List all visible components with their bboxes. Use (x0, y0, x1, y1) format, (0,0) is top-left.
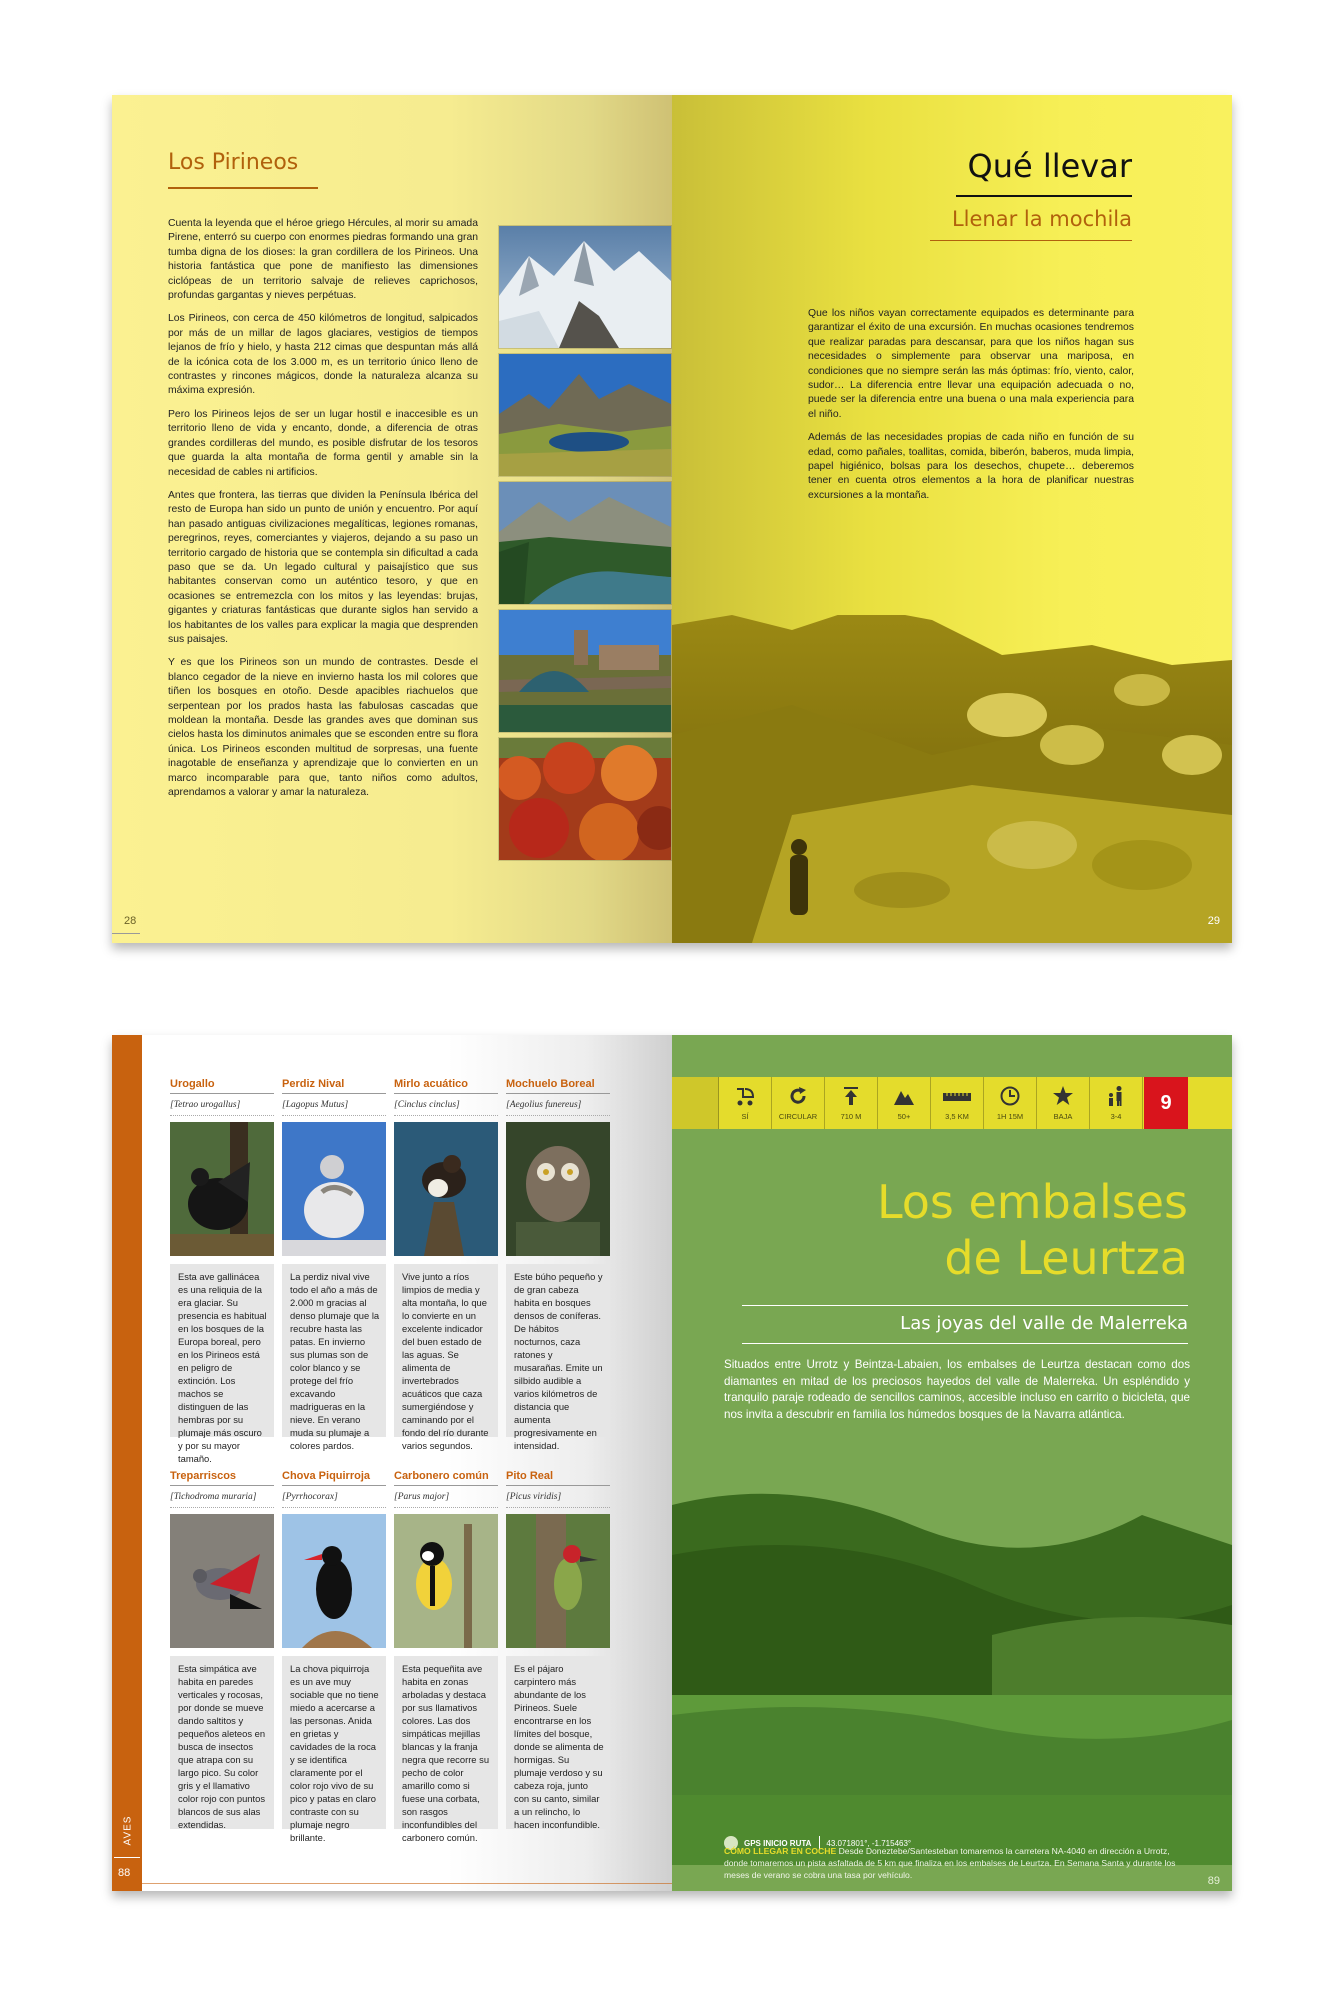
ruler-icon (942, 1085, 972, 1107)
directions-body: Desde Doneztebe/Santesteban tomaremos la carretera NA-4040 en dirección a Urrotz, donde tomaremos un pista asfaltada de 5 km que finaliza en los embalses de Leurtza. En Semana Santa y durante los meses de verano se cobra una tasa por vehículo. (724, 1846, 1176, 1880)
bird-description: Esta pequeñita ave habita en zonas arboladas y destaca por sus llamativos colores. Las dos simpáticas mejillas blancas y la franja negra que recorre su pecho de color amarillo como si fuese una corbata, son rasgos inconfundibles del carbonero común. (394, 1656, 498, 1829)
bird-card (506, 1469, 610, 1829)
page-89 (672, 1035, 1232, 1891)
page-number: 29 (1207, 915, 1220, 927)
bird-description: Vive junto a ríos limpios de media y alta montaña, lo que lo convierte en un excelente indicador del buen estado de las aguas. Se alimenta de invertebrados acuáticos que caza sumergiéndose y caminando por el fondo del río durante varios segundos. (394, 1264, 498, 1437)
page-subtitle: Las joyas del valle de Malerreka (900, 1313, 1188, 1334)
page-number: 89 (1207, 1875, 1220, 1887)
altitude-arrow-icon (840, 1085, 862, 1107)
side-bar (112, 1035, 142, 1891)
bird-latin-name: [Tetrao urogallus] (170, 1098, 274, 1116)
bird-card (506, 1077, 610, 1451)
bird-name: Treparriscos (170, 1469, 274, 1486)
paragraph: Cuenta la leyenda que el héroe griego Hércules, al morir su amada Pirene, enterró su cuerpo con enormes piedras formando una gran tumba digna de los dioses: la gran cordillera de los Pirineos. Una historia fantástica que pone de manifiesto las dimensiones ciclópeas de un territorio salvaje de relieves caprichosos, profundas gargantas y nieves perpétuas. (168, 218, 478, 302)
info-label: SÍ (741, 1112, 749, 1121)
footer-line (112, 1883, 672, 1884)
photo-river-forest (498, 481, 672, 605)
bird-latin-name: [Tichodroma muraria] (170, 1490, 274, 1508)
photo-hiker-landscape (672, 615, 1232, 943)
page-title-line-1: Los embalses (876, 1175, 1188, 1229)
bird-description: Este búho pequeño y de gran cabeza habita en bosques densos de coníferas. De hábitos nocturnos, caza ratones y musarañas. Emite un silbido audible a varios kilómetros de distancia que aumenta progresivamente en intensidad. (506, 1264, 610, 1437)
photo-autumn-forest (498, 737, 672, 861)
page-title: Qué llevar (967, 147, 1132, 185)
info-label: 3,5 KM (945, 1112, 969, 1121)
bird-card (394, 1077, 498, 1451)
info-label: 50+ (897, 1112, 911, 1121)
family-icon (1105, 1085, 1127, 1107)
paragraph: Además de las necesidades propias de cada niño en función de su edad, como pañales, toallitas, comida, biberón, baberos, muda limpia, papel higiénico, bolsas para los desechos, chupete… deberemos tener en cuenta otros elementos a la hora de planificar nuestras excursiones a la montaña. (808, 432, 1134, 501)
paragraph: Que los niños vayan correctamente equipados es determinante para garantizar el éxito de una excursión. En muchas ocasiones tendremos que realizar paradas para descansar, para que los niños hagan sus necesidades o simplemente para observar una mariposa, en condiciones que no siempre serán las más óptimas: frío, viento, calor, sudor… La diferencia entre llevar una equipación adecuada o no, puede ser la diferencia entre una buena o una mala experiencia para el niño. (808, 308, 1134, 420)
bird-name: Urogallo (170, 1077, 274, 1094)
info-difficulty (1037, 1077, 1090, 1129)
bird-latin-name: [Pyrrhocorax] (282, 1490, 386, 1508)
bird-card (282, 1469, 386, 1843)
route-number-badge (1144, 1077, 1188, 1129)
directions-text (724, 1845, 1194, 1881)
info-altitude (825, 1077, 878, 1129)
mountain-icon (893, 1085, 915, 1107)
bird-photo-perdiz-nival (282, 1122, 386, 1256)
stroller-icon (734, 1085, 756, 1107)
bird-description: Esta ave gallinácea es una reliquia de la era glaciar. Su presencia es habitual en los bosques de la Europa boreal, pero en los Pirineos está en peligro de extinción. Los machos se distinguen de las hembras por su plumaje más oscuro y por su mayor tamaño. (170, 1264, 274, 1437)
info-stroller (719, 1077, 772, 1129)
bird-description: La perdiz nival vive todo el año a más de 2.000 m gracias al denso plumaje que la recubre hasta las patas. En invierno sus plumas son de color blanco y se protege del frío excavando madrigueras en la nieve. En verano muda su plumaje a colores pardos. (282, 1264, 386, 1437)
bird-card (170, 1469, 274, 1829)
info-elevation-gain (878, 1077, 931, 1129)
strip-left-block (672, 1077, 719, 1129)
title-rule (742, 1305, 1188, 1306)
route-info-strip (672, 1077, 1232, 1129)
bird-description: La chova piquirroja es un ave muy sociable que no tiene miedo a acercarse a las personas. Anida en grietas y cavidades de la roca y se identifica claramente por el color rojo vivo de su pico y patas en claro contraste con su plumaje negro brillante. (282, 1656, 386, 1829)
bird-photo-pito-real (506, 1514, 610, 1648)
bird-name: Perdiz Nival (282, 1077, 386, 1094)
info-route-type (772, 1077, 825, 1129)
bird-name: Chova Piquirroja (282, 1469, 386, 1486)
info-distance (931, 1077, 984, 1129)
intro-text: Situados entre Urrotz y Beintza-Labaien, los embalses de Leurtza destacan como dos diamantes en mitad de los preciosos hayedos del valle de Malerreka. Un espléndido y tranquilo paraje rodeado de sencillos caminos, accesible incluso en carrito o bicicleta, que nos invita a descubrir en familia los húmedos bosques de la Navarra atlántica. (724, 1358, 1190, 1421)
spread-aves-leurtza (112, 1035, 1232, 1891)
route-number: 9 (1160, 1092, 1172, 1114)
page-28 (112, 95, 672, 943)
paragraph: Los Pirineos, con cerca de 450 kilómetros de longitud, salpicados por más de un millar de lagos glaciares, vestigios de tiempos lejanos de frío y hielo, y hasta 212 cimas que despuntan más allá de la icónica cota de los 3.000 m, es un territorio único lleno de contrastes y rincones mágicos, donde la naturaleza alcanza su máxima expresión. (168, 313, 478, 397)
gps-label: GPS INICIO RUTA (744, 1838, 812, 1848)
bird-description: Es el pájaro carpintero más abundante de los Pirineos. Suele encontrarse en los límites del bosque, donde se alimenta de hormigas. Su plumaje verdoso y su cabeza roja, junto con su canto, similar a un relincho, lo hacen inconfundible. (506, 1656, 610, 1829)
bird-card (282, 1077, 386, 1451)
title-underline (956, 195, 1132, 197)
bird-photo-mochuelo-boreal (506, 1122, 610, 1256)
photo-stone-bridge (498, 609, 672, 733)
page-88 (112, 1035, 672, 1891)
page-subtitle: Llenar la mochila (951, 207, 1132, 231)
info-label: BAJA (1053, 1112, 1073, 1121)
info-duration (984, 1077, 1037, 1129)
body-text (168, 217, 478, 809)
page-title-line-2: de Leurtza (944, 1231, 1188, 1285)
info-label: 3-4 (1110, 1112, 1122, 1121)
bird-photo-treparriscos (170, 1514, 274, 1648)
photo-snowy-mountains (498, 225, 672, 349)
photo-lake-valley (498, 353, 672, 477)
bird-name: Mirlo acuático (394, 1077, 498, 1094)
bird-photo-urogallo (170, 1122, 274, 1256)
body-text (808, 307, 1134, 512)
gps-coordinates: 43.071801°, -1.715463° (826, 1838, 912, 1848)
page-29 (672, 95, 1232, 943)
directions-label: CÓMO LLEGAR EN COCHE (724, 1846, 837, 1856)
bird-photo-chova-piquirroja (282, 1514, 386, 1648)
info-age (1090, 1077, 1143, 1129)
bird-card (394, 1469, 498, 1843)
bird-latin-name: [Aegolius funereus] (506, 1098, 610, 1116)
bird-description: Esta simpática ave habita en paredes verticales y rocosas, por donde se mueve dando saltitos y pequeños aleteos en busca de insectos que atrapa con su largo pico. Su color gris y el llamativo color rojo con puntos blancos de sus alas extendidas. (170, 1656, 274, 1829)
circular-arrow-icon (787, 1085, 809, 1107)
info-label: 710 M (840, 1112, 862, 1121)
info-label: 1H 15M (996, 1112, 1024, 1121)
subtitle-underline (930, 240, 1132, 241)
bird-name: Mochuelo Boreal (506, 1077, 610, 1094)
bird-photo-mirlo-acuatico (394, 1122, 498, 1256)
bird-name: Carbonero común (394, 1469, 498, 1486)
info-label: CIRCULAR (778, 1112, 818, 1121)
page-number: 88 (118, 1867, 131, 1879)
paragraph: Pero los Pirineos lejos de ser un lugar hostil e inaccesible es un territorio lleno de vida y encanto, donde, a diferencia de otras grandes cordilleras del mundo, es posible disfrutar de los tesoros que guarda la alta montaña de forma gentil y amable sin la necesidad de cables ni artificios. (168, 408, 478, 478)
side-label: AVES (122, 1815, 134, 1846)
bird-card (170, 1077, 274, 1464)
bird-latin-name: [Lagopus Mutus] (282, 1098, 386, 1116)
side-divider (114, 1857, 140, 1858)
photo-reservoir-landscape (672, 1465, 1232, 1865)
paragraph: Antes que frontera, las tierras que dividen la Península Ibérica del resto de Europa han sido un punto de unión y encuentro. Por aquí han pasado antiguas civilizaciones megalíticas, legiones romanas, peregrinos, reyes, comerciantes y viajeros, dejando a su paso un territorio cargado de historia que se contempla sin dificultad a cada paso que se da. Un legado cultural y paisajístico que sus habitantes conservan como un auténtico tesoro, y que en ocasiones se entremezcla con los mitos y las leyendas: brujas, gigantes y criaturas fantásticas que durante siglos han servido a los habitantes de los valles para explicar la magia que desprenden sus paisajes. (168, 489, 478, 645)
page-title: Los Pirineos (168, 150, 299, 175)
title-underline (168, 187, 318, 189)
bird-latin-name: [Picus viridis] (506, 1490, 610, 1508)
star-icon (1052, 1085, 1074, 1107)
bird-photo-carbonero-comun (394, 1514, 498, 1648)
subtitle-rule (742, 1343, 1188, 1344)
clock-icon (999, 1085, 1021, 1107)
page-number: 28 (124, 915, 137, 927)
paragraph: Y es que los Pirineos son un mundo de contrastes. Desde el blanco cegador de la nieve en invierno hasta los mil colores que tiñen los bosques en otoño. Desde apacibles riachuelos que serpentean por los prados hasta las fabulosas cascadas que moldean la montaña. Desde las grandes aves que dominan sus cielos hasta los diminutos animales que se esconden entre su flora única. Los Pirineos esconden multitud de sorpresas, una fuente inagotable de enseñanza y aprendizaje que lo convierten en un marco incomparable para que, tanto niños como adultos, aprendamos a valorar y amar la naturaleza. (168, 657, 478, 799)
bird-latin-name: [Parus major] (394, 1490, 498, 1508)
bird-latin-name: [Cinclus cinclus] (394, 1098, 498, 1116)
bird-name: Pito Real (506, 1469, 610, 1486)
spread-pirineos (112, 95, 1232, 943)
footer-line (112, 933, 140, 934)
